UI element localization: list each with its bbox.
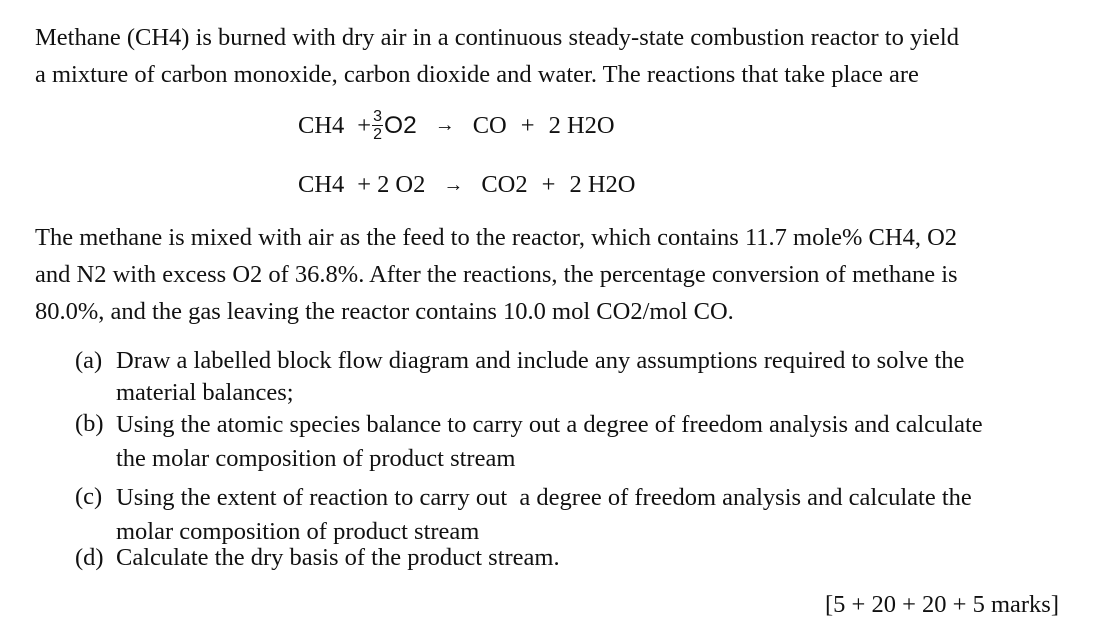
eq2-plus-2: + xyxy=(541,171,556,199)
question-c xyxy=(75,481,1075,549)
question-line: Calculate the dry basis of the product stream. xyxy=(116,544,560,571)
eq2-coefficient: 2 xyxy=(377,171,390,199)
eq1-oxygen: O2 xyxy=(384,111,417,139)
question-line: material balances; xyxy=(116,379,294,406)
eq2-oxygen: O2 xyxy=(395,171,426,199)
feed-line-1: The methane is mixed with air as the feed to the reactor, which contains 11.7 mole% CH4, O2 xyxy=(35,224,958,251)
reaction-equation-2 xyxy=(298,170,635,199)
intro-paragraph xyxy=(35,19,1075,93)
question-label: (c) xyxy=(75,483,103,510)
question-label: (d) xyxy=(75,544,104,571)
question-label: (a) xyxy=(75,347,103,374)
eq1-coef-numerator: 3 xyxy=(373,108,383,125)
question-line: Using the extent of reaction to carry out a degree of freedom analysis and calculate the xyxy=(116,484,972,511)
eq2-product-1: CO2 xyxy=(481,171,528,199)
eq1-reactant: CH4 xyxy=(298,111,345,139)
question-text xyxy=(116,345,1075,409)
eq2-arrow: → xyxy=(443,173,464,196)
question-label: (b) xyxy=(75,410,104,437)
question-text xyxy=(116,408,1075,476)
eq1-coefficient-fraction xyxy=(372,108,383,143)
feed-line-3: 80.0%, and the gas leaving the reactor contains 10.0 mol CO2/mol CO. xyxy=(35,298,734,325)
intro-line-2: a mixture of carbon monoxide, carbon dioxide and water. The reactions that take place are xyxy=(35,61,919,88)
eq1-plus-2: + xyxy=(520,111,535,139)
reaction-equation-1 xyxy=(298,108,615,156)
question-text xyxy=(116,542,1075,574)
eq2-product-2: 2 H2O xyxy=(569,171,636,199)
question-d xyxy=(75,542,1075,574)
eq2-reactant: CH4 xyxy=(298,171,345,199)
eq1-plus: + xyxy=(357,111,372,139)
question-line: Draw a labelled block flow diagram and include any assumptions required to solve the xyxy=(116,347,965,374)
eq2-plus: + xyxy=(357,171,372,199)
question-a xyxy=(75,345,1075,409)
eq1-coef-denominator: 2 xyxy=(373,126,383,143)
question-line: the molar composition of product stream xyxy=(116,445,516,472)
eq1-product-2: 2 H2O xyxy=(548,111,615,139)
eq1-arrow: → xyxy=(434,114,455,136)
eq1-product-1: CO xyxy=(472,111,507,139)
question-text xyxy=(116,481,1075,549)
intro-line-1: Methane (CH4) is burned with dry air in a continuous steady-state combustion reactor to yield xyxy=(35,24,959,51)
question-b xyxy=(75,408,1075,476)
feed-line-2: and N2 with excess O2 of 36.8%. After the reactions, the percentage conversion of methane is xyxy=(35,261,958,288)
feed-paragraph xyxy=(35,219,1075,330)
question-line: molar composition of product stream xyxy=(116,518,480,545)
marks-allocation: [5 + 20 + 20 + 5 marks] xyxy=(824,591,1059,618)
question-line: Using the atomic species balance to carry out a degree of freedom analysis and calculate xyxy=(116,411,983,438)
